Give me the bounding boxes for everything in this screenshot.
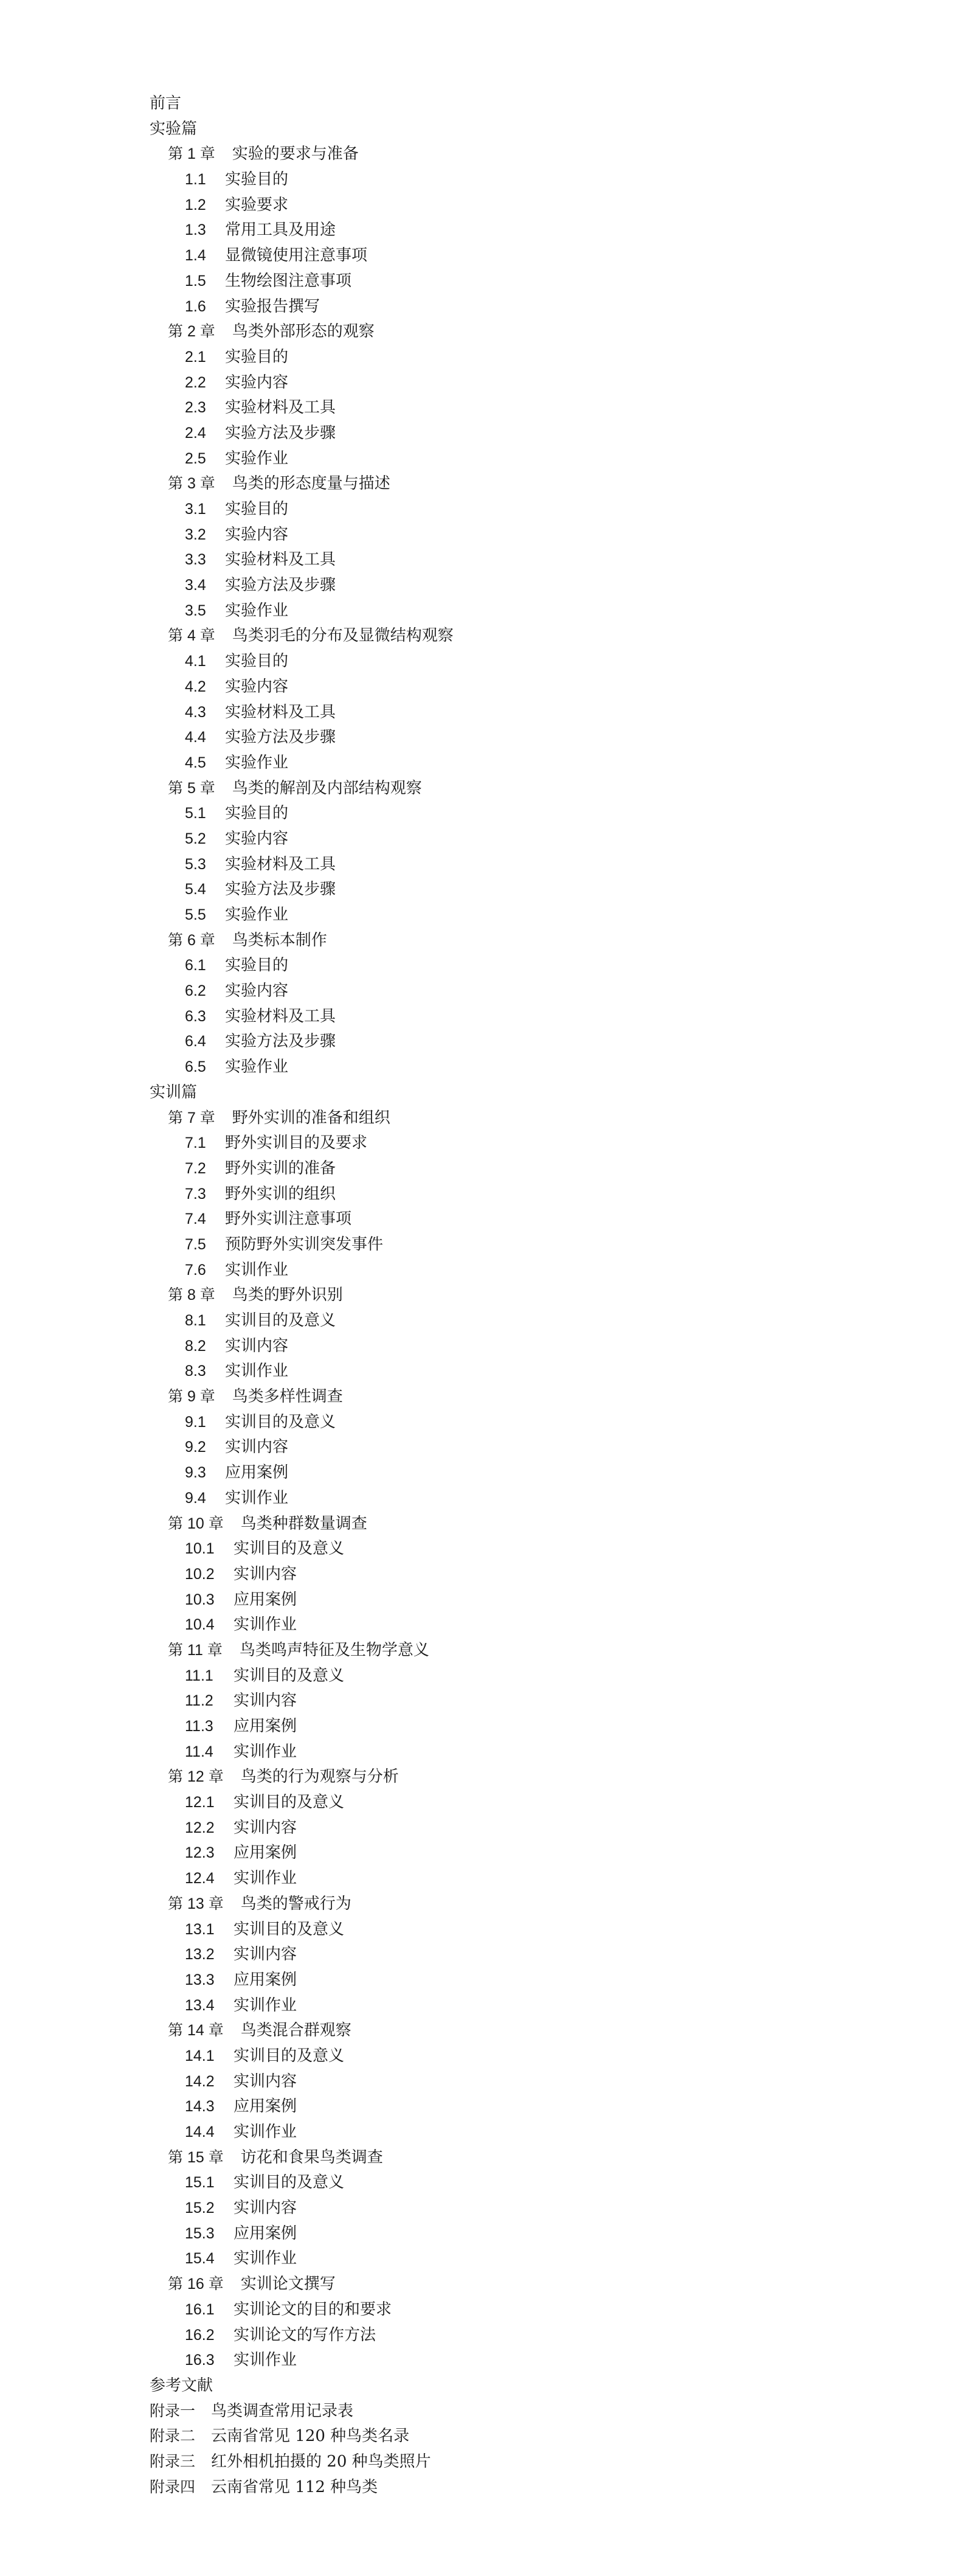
toc-subsection-entry <box>150 852 879 878</box>
toc-entry-title: 实训论文的写作方法 <box>233 2325 376 2344</box>
toc-entry-title: 实验材料及工具 <box>225 398 336 417</box>
toc-subsection-entry <box>150 1460 879 1486</box>
toc-subsection-entry <box>150 1334 879 1359</box>
toc-subsection-entry <box>150 903 879 928</box>
toc-entry-title: 实验作业 <box>225 1058 289 1077</box>
toc-entry-title: 实验目的 <box>225 347 289 366</box>
toc-entry-title: 实训作业 <box>233 2351 297 2370</box>
toc-entry-title: 实验目的 <box>225 652 289 671</box>
toc-subsection-entry <box>150 2348 879 2373</box>
toc-entry-number: 1.4 <box>185 247 206 265</box>
toc-subsection-entry <box>150 649 879 675</box>
toc-entry-number: 3.1 <box>185 501 206 518</box>
toc-entry-title: 实训目的及意义 <box>225 1311 336 1330</box>
toc-entry-number: 第 16 章 <box>168 2276 224 2293</box>
toc-entry-title: 鸟类多样性调查 <box>232 1387 343 1406</box>
toc-entry-number: 7.2 <box>185 1159 206 1177</box>
toc-entry-title: 应用案例 <box>233 1844 297 1863</box>
toc-entry-number: 4.5 <box>185 754 206 771</box>
toc-entry-number: 第 6 章 <box>168 931 215 949</box>
toc-entry-number: 14.3 <box>185 2098 215 2116</box>
toc-subsection-entry <box>150 1968 879 1993</box>
toc-entry-number: 8.1 <box>185 1312 206 1329</box>
toc-entry-number: 1.1 <box>185 171 206 189</box>
toc-subsection-entry <box>150 1258 879 1283</box>
toc-entry-title: 实验方法及步骤 <box>225 728 336 747</box>
toc-entry-title: 实验方法及步骤 <box>225 576 336 595</box>
toc-entry-number: 第 4 章 <box>168 627 215 645</box>
toc-subsection-entry <box>150 1917 879 1943</box>
toc-subsection-entry <box>150 1232 879 1258</box>
toc-entry-title: 前言 <box>150 94 182 113</box>
toc-subsection-entry <box>150 751 879 776</box>
toc-subsection-entry <box>150 522 879 548</box>
toc-entry-title: 实训内容 <box>225 1438 289 1457</box>
toc-entry-number: 10.3 <box>185 1591 215 1608</box>
toc-subsection-entry <box>150 1714 879 1740</box>
toc-subsection-entry <box>150 2196 879 2221</box>
toc-entry-number: 9.3 <box>185 1464 206 1482</box>
toc-subsection-entry <box>150 877 879 903</box>
toc-entry-title: 应用案例 <box>225 1463 289 1482</box>
toc-entry-number: 8.3 <box>185 1363 206 1380</box>
toc-entry-title: 云南省常见 120 种鸟类名录 <box>211 2427 410 2446</box>
toc-subsection-entry <box>150 193 879 218</box>
toc-chapter-entry <box>150 2272 879 2297</box>
toc-subsection-entry <box>150 1562 879 1588</box>
toc-section-entry <box>150 2475 879 2501</box>
toc-entry-number: 第 7 章 <box>168 1109 215 1127</box>
toc-entry-title: 实训论文撰写 <box>240 2275 336 2294</box>
toc-entry-number: 附录三 <box>150 2453 196 2470</box>
toc-entry-title: 实验内容 <box>225 829 289 848</box>
toc-entry-number: 第 15 章 <box>168 2148 224 2166</box>
toc-subsection-entry <box>150 167 879 193</box>
toc-subsection-entry <box>150 953 879 979</box>
toc-subsection-entry <box>150 547 879 573</box>
toc-entry-title: 鸟类标本制作 <box>232 931 327 950</box>
toc-chapter-entry <box>150 1638 879 1664</box>
toc-entry-number: 1.3 <box>185 221 206 239</box>
toc-entry-title: 实验作业 <box>225 753 289 772</box>
toc-entry-number: 第 5 章 <box>168 779 215 797</box>
toc-entry-title: 鸟类羽毛的分布及显微结构观察 <box>232 627 454 645</box>
toc-entry-title: 鸟类的警戒行为 <box>240 1894 351 1913</box>
toc-subsection-entry <box>150 497 879 522</box>
toc-entry-title: 实训作业 <box>225 1488 289 1507</box>
toc-subsection-entry <box>150 599 879 624</box>
toc-section-entry <box>150 2399 879 2425</box>
toc-entry-title: 野外实训目的及要求 <box>225 1134 368 1153</box>
toc-entry-title: 实验目的 <box>225 500 289 518</box>
toc-entry-number: 11.1 <box>185 1667 213 1684</box>
toc-entry-number: 3.5 <box>185 602 206 619</box>
toc-entry-number: 第 3 章 <box>168 475 215 493</box>
toc-entry-title: 实训作业 <box>225 1260 289 1279</box>
toc-chapter-entry <box>150 1512 879 1537</box>
toc-entry-number: 14.1 <box>185 2047 215 2064</box>
toc-subsection-entry <box>150 446 879 472</box>
toc-entry-title: 云南省常见 112 种鸟类 <box>211 2477 378 2496</box>
toc-entry-title: 鸟类外部形态的观察 <box>232 322 375 341</box>
toc-section-entry <box>150 2424 879 2449</box>
toc-chapter-entry <box>150 928 879 954</box>
toc-section-entry <box>150 91 879 117</box>
toc-entry-title: 参考文献 <box>150 2376 213 2395</box>
toc-subsection-entry <box>150 2094 879 2120</box>
toc-entry-title: 实验材料及工具 <box>225 855 336 873</box>
toc-subsection-entry <box>150 1410 879 1436</box>
toc-entry-number: 第 2 章 <box>168 323 215 341</box>
toc-entry-title: 实训内容 <box>233 1818 297 1837</box>
toc-entry-number: 11.2 <box>185 1692 213 1710</box>
toc-entry-title: 实训作业 <box>233 2123 297 2141</box>
toc-entry-title: 实训目的及意义 <box>233 1666 345 1685</box>
toc-chapter-entry <box>150 1384 879 1410</box>
toc-subsection-entry <box>150 1131 879 1156</box>
toc-chapter-entry <box>150 319 879 345</box>
toc-entry-number: 第 10 章 <box>168 1515 224 1532</box>
toc-entry-number: 第 11 章 <box>168 1641 223 1659</box>
toc-entry-number: 6.4 <box>185 1033 206 1050</box>
toc-entry-number: 5.3 <box>185 855 206 873</box>
toc-entry-title: 实验材料及工具 <box>225 550 336 569</box>
toc-entry-number: 6.2 <box>185 982 206 1000</box>
toc-subsection-entry <box>150 700 879 726</box>
toc-entry-number: 第 8 章 <box>168 1286 215 1304</box>
toc-entry-number: 10.1 <box>185 1540 215 1558</box>
toc-chapter-entry <box>150 623 879 649</box>
toc-entry-title: 实验方法及步骤 <box>225 880 336 899</box>
toc-entry-number: 第 12 章 <box>168 1768 224 1786</box>
toc-subsection-entry <box>150 1207 879 1232</box>
toc-entry-number: 15.2 <box>185 2199 215 2217</box>
toc-entry-number: 1.6 <box>185 297 206 315</box>
toc-subsection-entry <box>150 1993 879 2019</box>
toc-entry-number: 13.2 <box>185 1946 215 1963</box>
toc-entry-number: 12.4 <box>185 1870 215 1887</box>
toc-subsection-entry <box>150 1182 879 1207</box>
toc-entry-title: 实验内容 <box>225 525 289 544</box>
toc-entry-number: 5.2 <box>185 830 206 847</box>
toc-subsection-entry <box>150 1790 879 1816</box>
toc-entry-title: 鸟类的解剖及内部结构观察 <box>232 779 422 797</box>
toc-entry-number: 7.3 <box>185 1185 206 1203</box>
toc-subsection-entry <box>150 243 879 269</box>
toc-subsection-entry <box>150 2120 879 2145</box>
toc-entry-number: 4.1 <box>185 653 206 670</box>
toc-subsection-entry <box>150 421 879 446</box>
toc-entry-number: 1.5 <box>185 272 206 290</box>
toc-entry-title: 实训作业 <box>233 1616 297 1634</box>
toc-entry-title: 预防野外实训突发事件 <box>225 1235 384 1254</box>
table-of-contents <box>150 91 879 2500</box>
toc-entry-number: 4.4 <box>185 729 206 746</box>
toc-subsection-entry <box>150 2044 879 2069</box>
toc-entry-title: 鸟类调查常用记录表 <box>211 2401 354 2420</box>
toc-subsection-entry <box>150 1740 879 1765</box>
toc-entry-number: 1.2 <box>185 196 206 214</box>
toc-entry-number: 11.4 <box>185 1743 213 1760</box>
toc-chapter-entry <box>150 1892 879 1917</box>
toc-chapter-entry <box>150 2145 879 2171</box>
toc-entry-title: 鸟类的形态度量与描述 <box>232 474 390 493</box>
toc-subsection-entry <box>150 2170 879 2196</box>
toc-entry-title: 鸟类混合群观察 <box>240 2021 351 2040</box>
toc-entry-title: 野外实训的组织 <box>225 1184 336 1203</box>
toc-entry-number: 7.4 <box>185 1210 206 1228</box>
toc-entry-number: 第 9 章 <box>168 1388 215 1406</box>
toc-entry-title: 实训内容 <box>233 1564 297 1583</box>
toc-entry-number: 4.2 <box>185 678 206 695</box>
toc-entry-title: 应用案例 <box>233 1590 297 1609</box>
toc-subsection-entry <box>150 1866 879 1892</box>
toc-chapter-entry <box>150 1283 879 1308</box>
toc-entry-title: 野外实训的准备和组织 <box>232 1108 390 1127</box>
toc-entry-number: 2.2 <box>185 373 206 391</box>
toc-entry-number: 16.3 <box>185 2352 215 2369</box>
toc-entry-number: 12.2 <box>185 1819 215 1836</box>
toc-subsection-entry <box>150 1308 879 1334</box>
toc-subsection-entry <box>150 2069 879 2095</box>
toc-entry-number: 12.1 <box>185 1794 215 1811</box>
toc-entry-title: 鸟类种群数量调查 <box>240 1514 367 1533</box>
toc-entry-title: 实训作业 <box>233 2249 297 2268</box>
toc-entry-title: 实训目的及意义 <box>233 1793 345 1812</box>
toc-entry-number: 11.3 <box>185 1718 213 1735</box>
toc-entry-title: 实训目的及意义 <box>233 1540 345 1558</box>
toc-subsection-entry <box>150 1841 879 1866</box>
toc-entry-number: 2.3 <box>185 399 206 417</box>
toc-entry-number: 3.3 <box>185 551 206 569</box>
toc-entry-number: 13.3 <box>185 1971 215 1988</box>
toc-entry-title: 实验内容 <box>225 677 289 696</box>
toc-subsection-entry <box>150 370 879 396</box>
toc-subsection-entry <box>150 218 879 243</box>
toc-entry-number: 13.4 <box>185 1996 215 2014</box>
toc-entry-title: 野外实训注意事项 <box>225 1210 352 1229</box>
toc-entry-title: 实训目的及意义 <box>225 1412 336 1431</box>
toc-chapter-entry <box>150 2018 879 2044</box>
toc-entry-number: 附录四 <box>150 2478 196 2496</box>
toc-entry-title: 实训作业 <box>233 1996 297 2015</box>
toc-subsection-entry <box>150 1536 879 1562</box>
toc-entry-title: 应用案例 <box>233 2224 297 2243</box>
toc-entry-number: 9.1 <box>185 1413 206 1431</box>
toc-entry-title: 鸟类鸣声特征及生物学意义 <box>239 1640 429 1659</box>
toc-subsection-entry <box>150 1055 879 1080</box>
toc-entry-title: 实验报告撰写 <box>225 297 320 316</box>
toc-entry-number: 9.2 <box>185 1439 206 1456</box>
toc-entry-title: 显微镜使用注意事项 <box>225 246 368 265</box>
toc-entry-number: 4.3 <box>185 703 206 721</box>
toc-subsection-entry <box>150 801 879 827</box>
toc-chapter-entry <box>150 142 879 167</box>
toc-subsection-entry <box>150 1156 879 1182</box>
toc-entry-number: 10.2 <box>185 1565 215 1583</box>
toc-entry-title: 实验目的 <box>225 956 289 975</box>
toc-entry-title: 实训作业 <box>233 1742 297 1761</box>
toc-entry-title: 实训论文的目的和要求 <box>233 2300 392 2319</box>
toc-entry-number: 5.5 <box>185 906 206 923</box>
toc-entry-title: 鸟类的行为观察与分析 <box>240 1768 399 1786</box>
toc-entry-number: 14.2 <box>185 2072 215 2090</box>
toc-chapter-entry <box>150 1106 879 1131</box>
toc-entry-title: 实验目的 <box>225 804 289 823</box>
toc-chapter-entry <box>150 471 879 497</box>
toc-entry-number: 15.1 <box>185 2174 215 2192</box>
toc-entry-title: 实验作业 <box>225 449 289 468</box>
toc-entry-number: 9.4 <box>185 1489 206 1507</box>
toc-subsection-entry <box>150 2246 879 2272</box>
toc-entry-title: 实训篇 <box>150 1083 198 1102</box>
toc-entry-title: 实验方法及步骤 <box>225 1032 336 1051</box>
toc-entry-number: 8.2 <box>185 1337 206 1355</box>
toc-entry-number: 7.6 <box>185 1261 206 1279</box>
toc-entry-title: 野外实训的准备 <box>225 1159 336 1178</box>
toc-section-entry <box>150 117 879 142</box>
toc-entry-title: 实训目的及意义 <box>233 2046 345 2065</box>
toc-entry-number: 12.3 <box>185 1844 215 1862</box>
toc-entry-number: 2.1 <box>185 348 206 366</box>
toc-subsection-entry <box>150 1359 879 1384</box>
toc-entry-number: 7.1 <box>185 1134 206 1152</box>
toc-entry-number: 附录一 <box>150 2402 196 2420</box>
toc-subsection-entry <box>150 675 879 700</box>
toc-entry-title: 实验篇 <box>150 119 198 138</box>
toc-subsection-entry <box>150 2221 879 2247</box>
toc-entry-number: 3.4 <box>185 577 206 594</box>
toc-section-entry <box>150 2449 879 2475</box>
toc-entry-title: 实验作业 <box>225 601 289 620</box>
toc-entry-title: 实验方法及步骤 <box>225 423 336 442</box>
toc-entry-title: 生物绘图注意事项 <box>225 271 352 290</box>
toc-entry-title: 实训内容 <box>233 2072 297 2091</box>
toc-entry-number: 7.5 <box>185 1235 206 1253</box>
toc-entry-number: 15.4 <box>185 2250 215 2268</box>
toc-entry-number: 6.5 <box>185 1058 206 1076</box>
toc-subsection-entry <box>150 1689 879 1714</box>
toc-entry-title: 实验的要求与准备 <box>232 145 359 164</box>
toc-section-entry <box>150 1080 879 1106</box>
toc-entry-title: 访花和食果鸟类调查 <box>240 2148 383 2167</box>
toc-subsection-entry <box>150 1004 879 1030</box>
toc-entry-title: 实验材料及工具 <box>225 1007 336 1026</box>
toc-subsection-entry <box>150 2297 879 2323</box>
toc-subsection-entry <box>150 1613 879 1638</box>
toc-entry-title: 实验内容 <box>225 982 289 1001</box>
toc-entry-number: 3.2 <box>185 526 206 543</box>
toc-entry-number: 16.1 <box>185 2300 215 2318</box>
toc-chapter-entry <box>150 776 879 802</box>
toc-entry-title: 应用案例 <box>233 1970 297 1989</box>
toc-entry-number: 5.1 <box>185 805 206 822</box>
toc-entry-title: 实训目的及意义 <box>233 2173 345 2192</box>
toc-entry-number: 16.2 <box>185 2326 215 2344</box>
toc-subsection-entry <box>150 1664 879 1689</box>
toc-entry-title: 鸟类的野外识别 <box>232 1286 343 1305</box>
toc-subsection-entry <box>150 979 879 1004</box>
toc-section-entry <box>150 2373 879 2399</box>
toc-entry-number: 10.4 <box>185 1616 215 1634</box>
toc-entry-number: 第 14 章 <box>168 2022 224 2040</box>
toc-entry-title: 实验内容 <box>225 373 289 392</box>
toc-entry-title: 应用案例 <box>233 1717 297 1735</box>
toc-entry-title: 实验作业 <box>225 906 289 924</box>
toc-subsection-entry <box>150 1435 879 1460</box>
toc-entry-title: 实训内容 <box>225 1336 289 1355</box>
toc-subsection-entry <box>150 269 879 294</box>
toc-entry-title: 实训内容 <box>233 1692 297 1710</box>
toc-entry-number: 附录二 <box>150 2428 196 2445</box>
toc-subsection-entry <box>150 395 879 421</box>
toc-subsection-entry <box>150 1942 879 1968</box>
toc-entry-title: 实训作业 <box>233 1869 297 1888</box>
toc-subsection-entry <box>150 345 879 370</box>
toc-entry-number: 2.5 <box>185 450 206 467</box>
toc-entry-number: 15.3 <box>185 2224 215 2242</box>
toc-entry-number: 6.3 <box>185 1007 206 1025</box>
toc-subsection-entry <box>150 1486 879 1512</box>
toc-subsection-entry <box>150 294 879 320</box>
toc-entry-title: 实训作业 <box>225 1362 289 1381</box>
toc-entry-number: 第 13 章 <box>168 1895 224 1912</box>
toc-entry-number: 5.4 <box>185 881 206 898</box>
toc-subsection-entry <box>150 725 879 751</box>
toc-subsection-entry <box>150 827 879 852</box>
toc-entry-title: 实验要求 <box>225 195 289 214</box>
toc-entry-number: 第 1 章 <box>168 145 215 163</box>
toc-entry-number: 14.4 <box>185 2123 215 2140</box>
toc-chapter-entry <box>150 1765 879 1790</box>
toc-entry-title: 实验材料及工具 <box>225 703 336 721</box>
toc-entry-title: 实训目的及意义 <box>233 1920 345 1939</box>
toc-entry-number: 6.1 <box>185 957 206 974</box>
toc-subsection-entry <box>150 2323 879 2349</box>
toc-entry-title: 实训内容 <box>233 1945 297 1964</box>
toc-subsection-entry <box>150 1816 879 1841</box>
toc-entry-title: 应用案例 <box>233 2097 297 2116</box>
toc-subsection-entry <box>150 1029 879 1055</box>
toc-subsection-entry <box>150 1588 879 1613</box>
toc-subsection-entry <box>150 573 879 599</box>
toc-entry-title: 实验目的 <box>225 170 289 189</box>
toc-entry-title: 红外相机拍摄的 20 种鸟类照片 <box>211 2452 431 2471</box>
toc-entry-number: 13.1 <box>185 1920 215 1938</box>
toc-entry-title: 常用工具及用途 <box>225 221 336 240</box>
toc-entry-title: 实训内容 <box>233 2199 297 2218</box>
toc-entry-number: 2.4 <box>185 424 206 442</box>
